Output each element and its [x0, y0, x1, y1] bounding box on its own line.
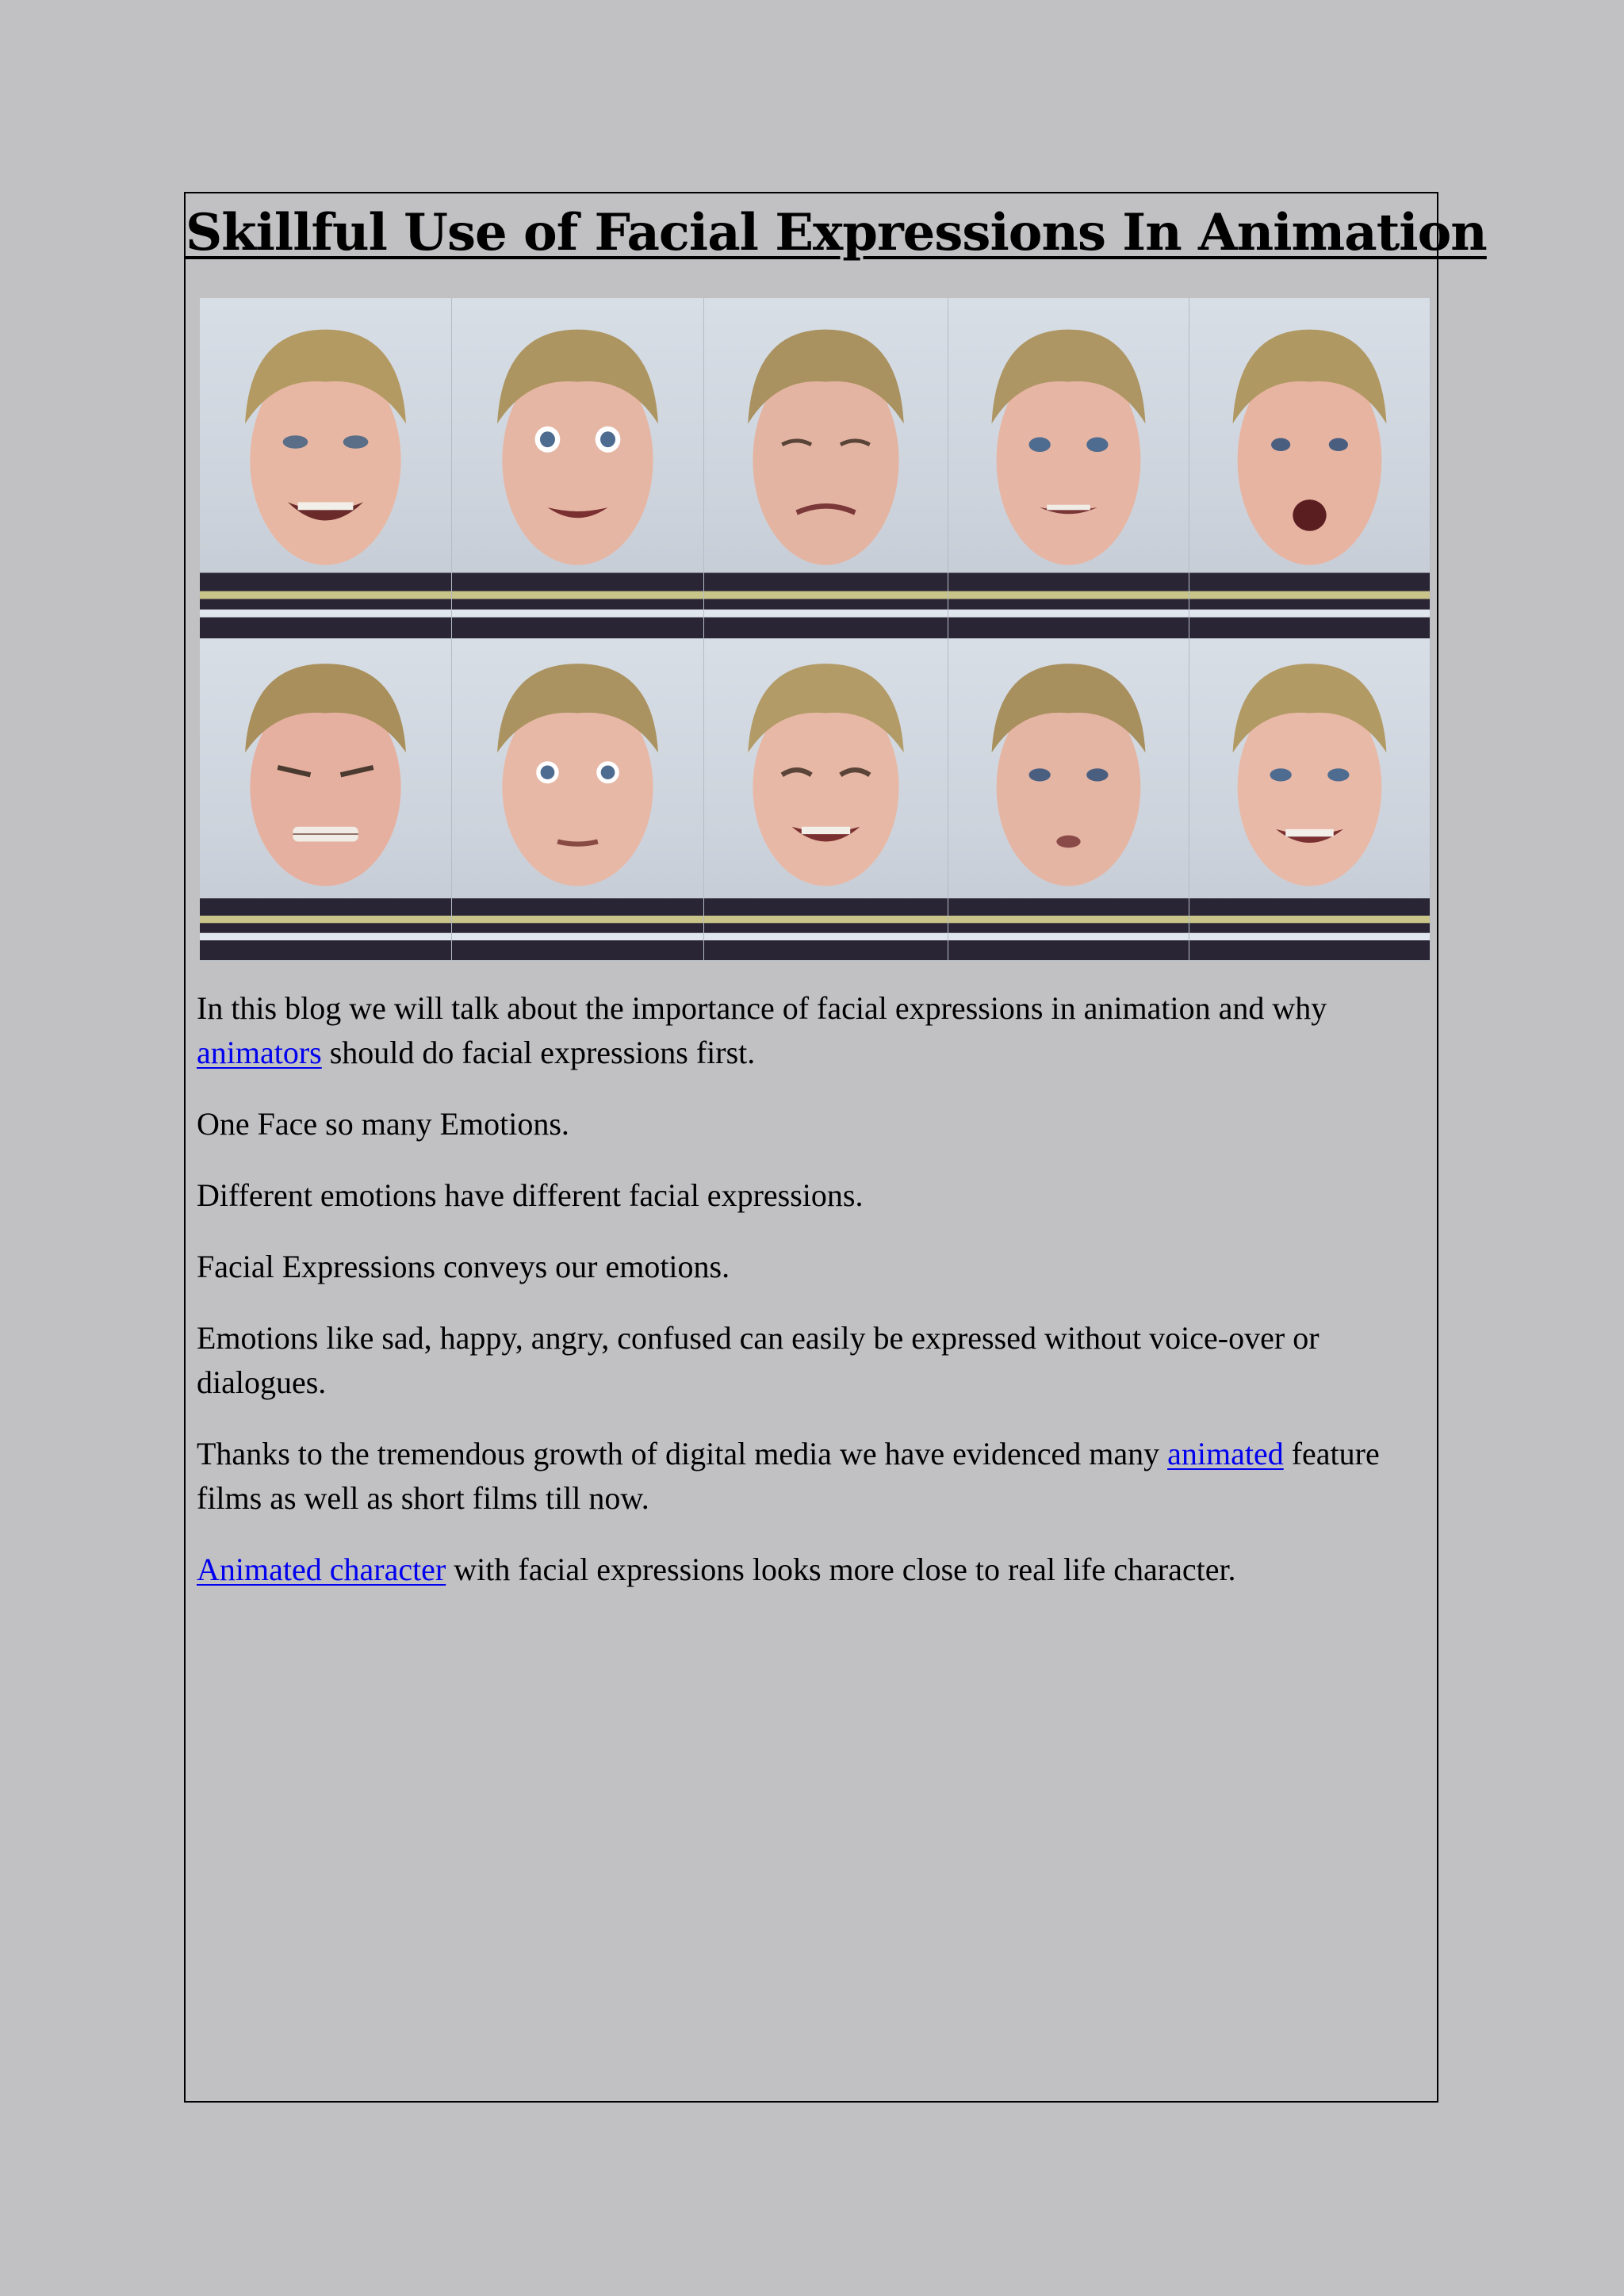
face-photo-grimacing [200, 639, 452, 961]
facial-expressions-photo [200, 298, 1431, 961]
animated-link[interactable]: animated [1167, 1436, 1284, 1471]
paragraph-one-face: One Face so many Emotions. [197, 1106, 569, 1142]
animated-character-link[interactable]: Animated character [197, 1552, 446, 1587]
paragraph-emotions-list: Emotions like sad, happy, angry, confused can easily be expressed without voice-over or dialogues. [197, 1320, 1320, 1400]
paragraph-intro: In this blog we will talk about the importance of facial expressions in animation and why animators should do facial expressions first. [197, 990, 1327, 1070]
paragraph-digital-media: Thanks to the tremendous growth of digital media we have evidenced many animated feature films as well as short films till now. [197, 1436, 1380, 1516]
document-frame [184, 192, 1487, 2103]
animators-link[interactable]: animators [197, 1035, 322, 1070]
face-photo-neutral [452, 639, 704, 961]
article-body [197, 986, 1426, 1619]
paragraph-different-emotions: Different emotions have different facial expressions. [197, 1177, 864, 1213]
paragraph-conveys-emotions: Facial Expressions conveys our emotions. [197, 1249, 730, 1284]
paragraph-animated-character: Animated character with facial expressions looks more close to real life character. [197, 1552, 1236, 1587]
page-title: Skillful Use of Facial Expressions In Animation [186, 203, 1487, 262]
face-photo-shocked [1189, 298, 1431, 639]
face-photo-disgusted [704, 298, 948, 639]
face-photo-smiling [1189, 639, 1431, 961]
face-photo-concerned [948, 639, 1189, 961]
face-photo-worried [948, 298, 1189, 639]
face-photo-smiling-eyes-closed [704, 639, 948, 961]
face-photo-surprised [452, 298, 704, 639]
face-photo-laughing [200, 298, 452, 639]
